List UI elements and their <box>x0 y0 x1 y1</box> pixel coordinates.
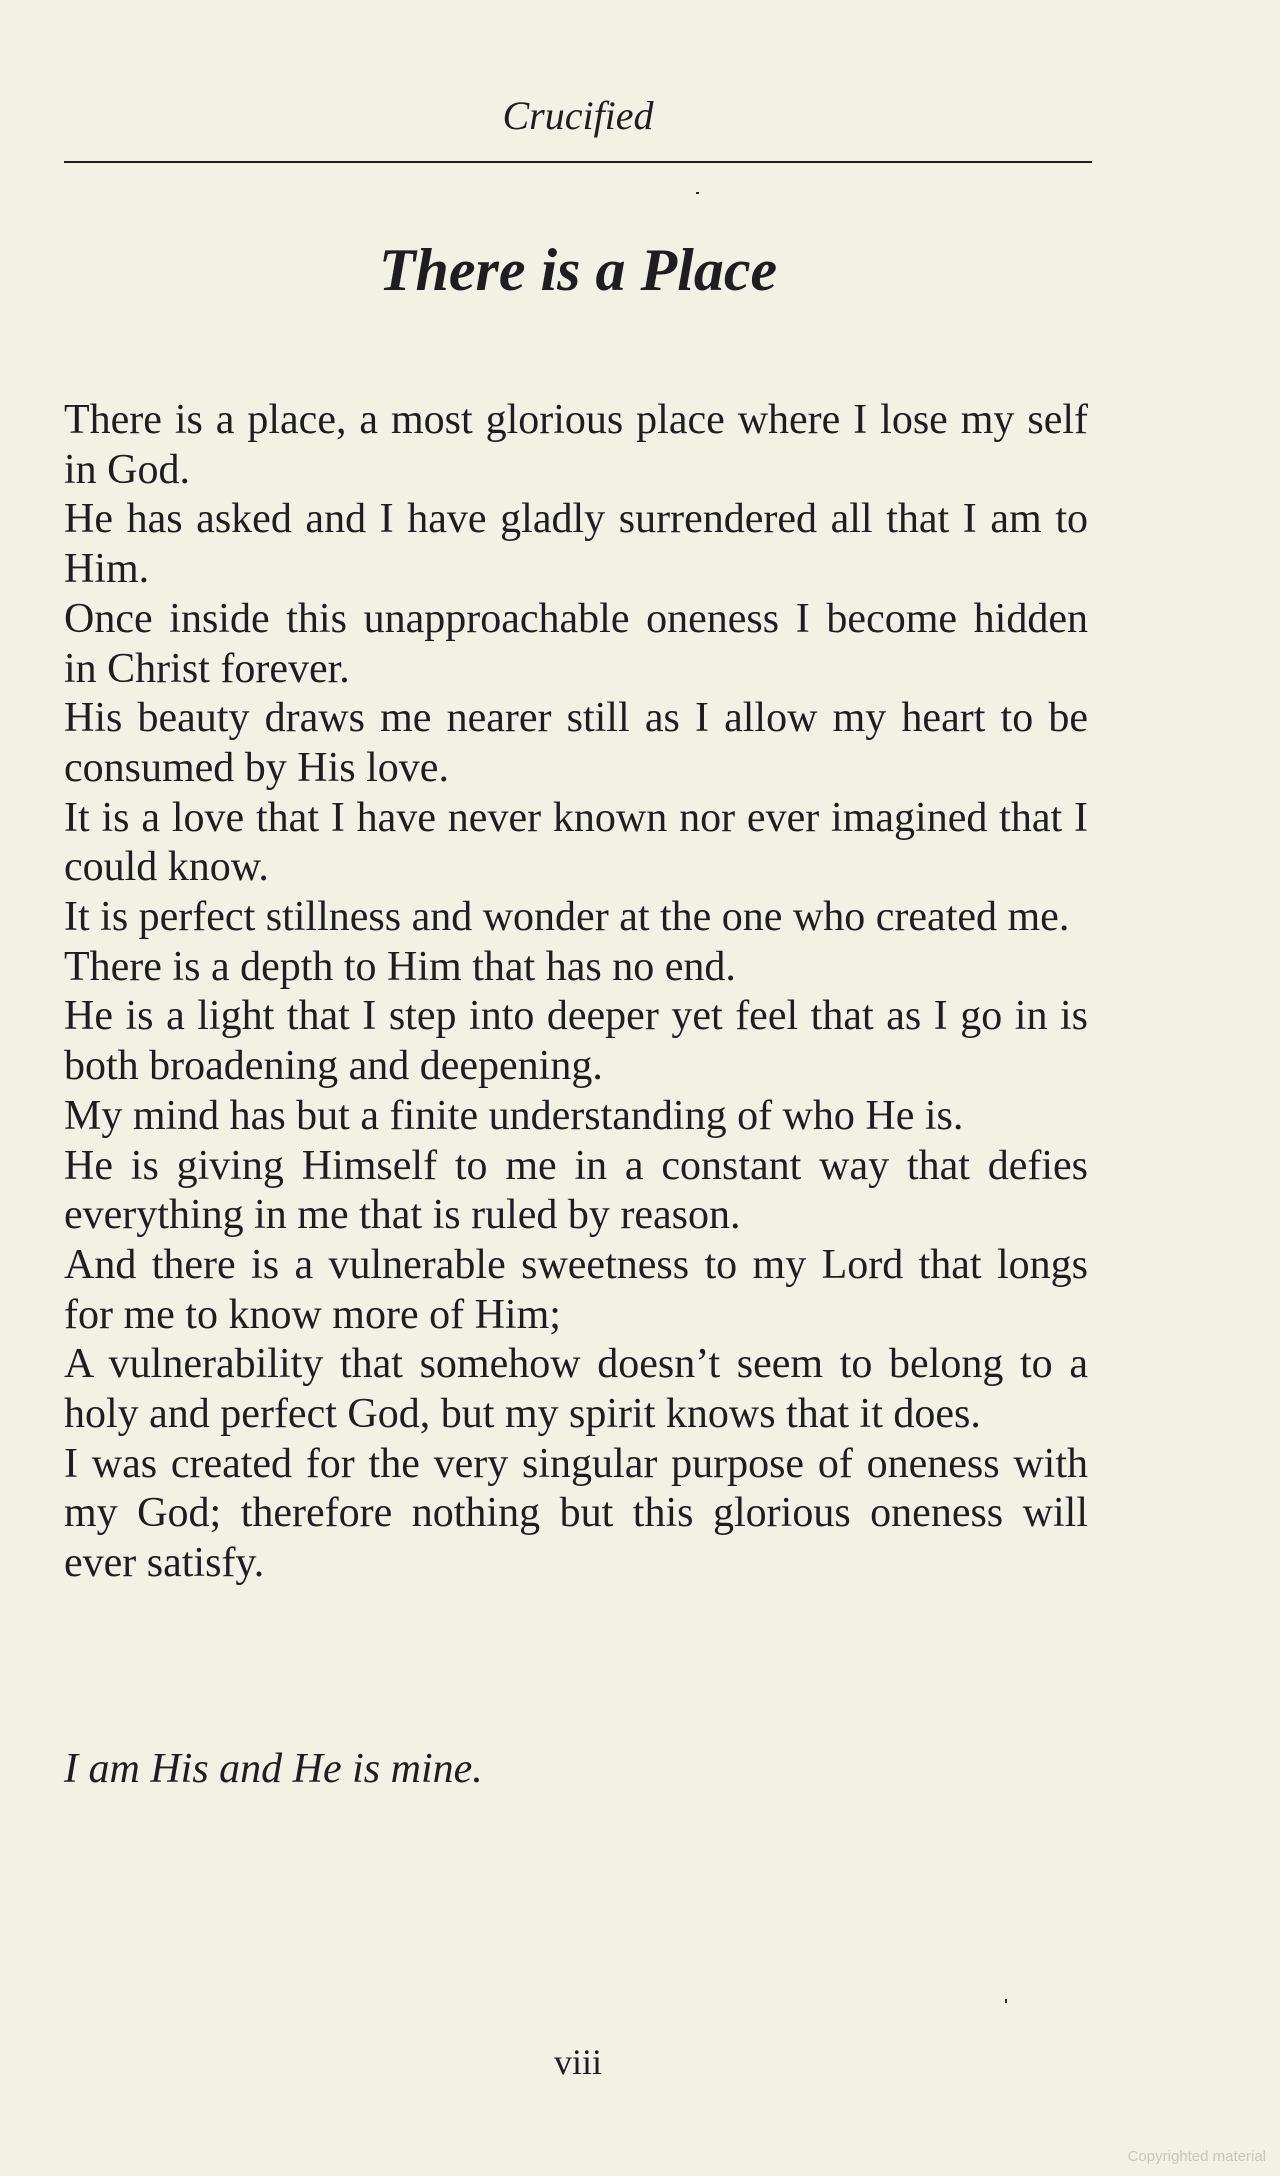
print-speck <box>696 192 699 194</box>
paragraph: My mind has but a finite understanding of who He is. <box>64 1092 964 1139</box>
paragraph: I was created for the very singular purpose of oneness with my God; therefore nothing but this glorious oneness will ever satisfy. <box>64 1440 1088 1587</box>
paragraph: He has asked and I have gladly surrendered all that I am to Him. <box>64 496 1088 593</box>
paragraph: It is perfect stillness and wonder at the one who created me. <box>64 894 1070 941</box>
running-header: Crucified <box>502 93 654 138</box>
paragraph: There is a place, a most glorious place where I lose my self in God. <box>64 397 1088 493</box>
closing-line: I am His and He is mine. <box>64 1746 483 1792</box>
paragraph: It is a love that I have never known nor ever imagined that I could know. <box>64 794 1088 891</box>
watermark: Copyrighted material <box>1127 2148 1266 2165</box>
paragraph: He is giving Himself to me in a constant way that defies everything in me that is ruled by reason. <box>64 1142 1088 1239</box>
chapter-title: There is a Place <box>378 237 778 303</box>
paragraph: He is a light that I step into deeper yet feel that as I go in is both broadening and deepening. <box>64 993 1088 1090</box>
paragraph: A vulnerability that somehow doesn’t seem to belong to a holy and perfect God, but my spirit knows that it does. <box>64 1341 1088 1438</box>
body-text <box>64 396 1088 1589</box>
paragraph: And there is a vulnerable sweetness to my Lord that longs for me to know more of Him; <box>64 1241 1088 1338</box>
page-number: viii <box>553 2042 602 2082</box>
print-speck <box>1005 1999 1007 2003</box>
paragraph: There is a depth to Him that has no end. <box>64 943 736 990</box>
paragraph: Once inside this unapproachable oneness I become hidden in Christ forever. <box>64 595 1088 692</box>
paragraph: His beauty draws me nearer still as I allow my heart to be consumed by His love. <box>64 695 1088 791</box>
header-rule <box>64 161 1092 163</box>
